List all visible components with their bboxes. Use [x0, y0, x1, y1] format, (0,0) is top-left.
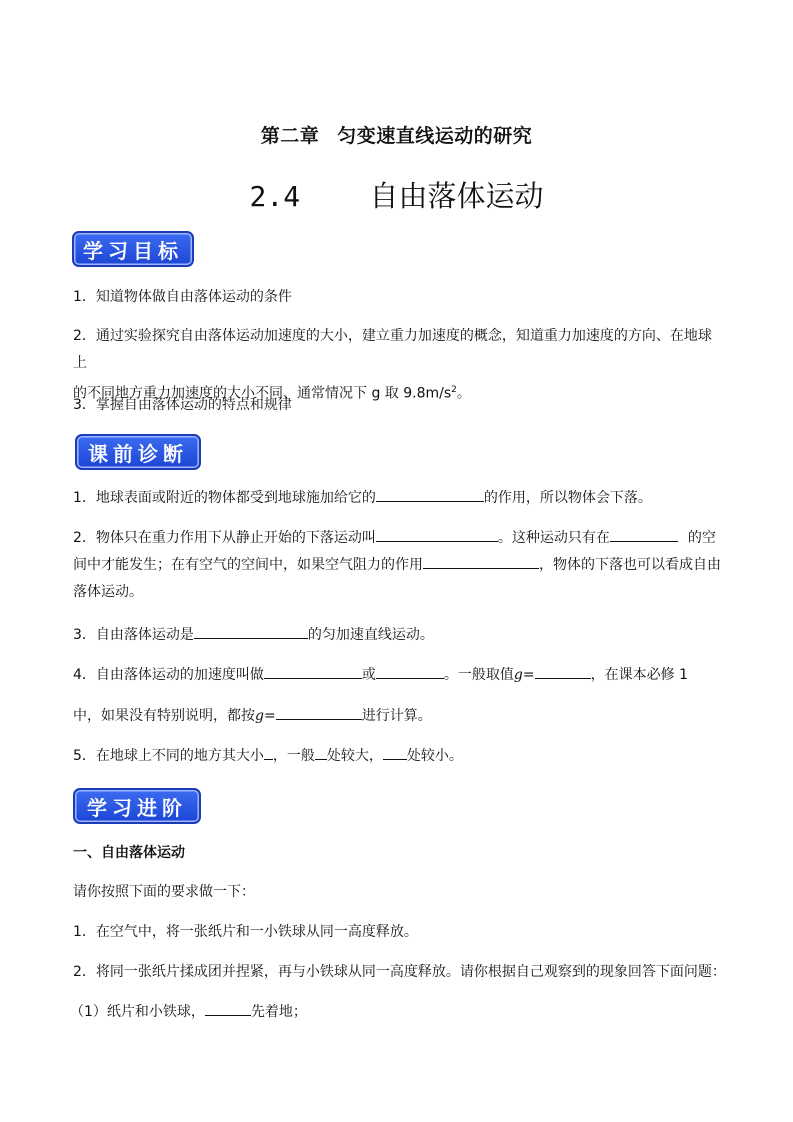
q4-text-c: 。一般取值	[443, 667, 514, 683]
diagnosis-question-4-continued	[73, 703, 723, 730]
chapter-name: 匀变速直线运动的研究	[337, 125, 533, 147]
q2-line-2	[73, 552, 723, 579]
blank-5[interactable]	[194, 623, 308, 639]
section-heading: 一、自由落体运动	[73, 845, 185, 861]
instruction-step-2: 2．将同一张纸片揉成团并捏紧，再与小铁球从同一高度释放。请你根据自己观察到的现象回答下面问题：	[73, 964, 726, 980]
blank-12[interactable]	[383, 744, 407, 760]
symbol-g: g	[255, 708, 264, 724]
goal-item-3: 3．掌握自由落体运动的特点和规律	[73, 397, 292, 413]
q4-text-e: 中，如果没有特别说明，都按	[73, 708, 255, 724]
chapter-number: 第二章	[260, 125, 320, 147]
goal-item-2-text: 的不同地方重力加速度的大小不同、通常情况下 g 取 9.8m/s	[73, 385, 452, 402]
goal-item-1: 1．知道物体做自由落体运动的条件	[73, 289, 292, 305]
blank-9[interactable]	[276, 704, 362, 720]
sub-question-1	[70, 999, 720, 1026]
diagnosis-question-3	[73, 622, 723, 649]
blank-10[interactable]	[264, 744, 273, 760]
blank-7[interactable]	[376, 663, 444, 679]
equals-sign: =	[263, 708, 276, 724]
symbol-g: g	[513, 667, 523, 683]
blank-11[interactable]	[315, 744, 327, 760]
blank-4[interactable]	[423, 553, 539, 569]
q4-text-a: 4．自由落体运动的加速度叫做	[73, 667, 264, 683]
q2-text-e: ，物体的下落也可以看成自由	[539, 557, 721, 573]
diagnosis-question-1	[73, 485, 723, 512]
instruction-intro: 请你按照下面的要求做一下：	[73, 884, 255, 900]
blank-1[interactable]	[376, 486, 484, 502]
section-name: 自由落体运动	[369, 179, 544, 213]
instruction-step-1: 1．在空气中，将一张纸片和一小铁球从同一高度释放。	[73, 924, 418, 940]
q2-line-1	[73, 525, 723, 552]
q3-text-b: 的匀加速直线运动。	[307, 627, 434, 643]
section-number: 2.4	[249, 180, 301, 213]
blank-13[interactable]	[205, 1000, 251, 1016]
learning-goals-badge: 学习目标	[72, 231, 194, 267]
q3-text-a: 3．自由落体运动是	[73, 627, 194, 643]
q2-text-c: 的空	[687, 530, 716, 546]
q5-text-a: 5．在地球上不同的地方其大小	[73, 748, 264, 764]
pre-class-diagnosis-badge: 课前诊断	[75, 434, 201, 470]
q1-text-a: 1．地球表面或附近的物体都受到地球施加给它的	[73, 490, 376, 506]
diagnosis-question-2	[73, 525, 723, 606]
learning-advance-badge: 学习进阶	[73, 788, 201, 824]
chapter-heading	[0, 121, 793, 148]
superscript: 2	[451, 385, 457, 395]
equals-sign: =	[522, 667, 535, 683]
sub-q1-text-b: 先着地；	[250, 1004, 307, 1020]
q4-text-b: 或	[361, 667, 376, 683]
diagnosis-question-5	[73, 743, 723, 770]
goal-item-2-line-1: 2．通过实验探究自由落体运动加速度的大小，建立重力加速度的概念，知道重力加速度的方向、在地球上	[73, 328, 712, 371]
q5-text-d: 处较小。	[406, 748, 463, 764]
blank-6[interactable]	[264, 663, 362, 679]
q2-text-d: 间中才能发生；在有空气的空间中，如果空气阻力的作用	[73, 557, 423, 573]
q2-text-a: 2．物体只在重力作用下从静止开始的下落运动叫	[73, 530, 376, 546]
blank-8[interactable]	[535, 663, 591, 679]
goal-item-2-end: 。	[456, 385, 471, 402]
q1-text-b: 的作用，所以物体会下落。	[483, 490, 652, 506]
blank-2[interactable]	[376, 526, 498, 542]
q5-text-b: ，一般	[272, 748, 315, 764]
blank-3[interactable]	[610, 526, 678, 542]
q4-text-d: ，在课本必修 1	[590, 667, 688, 683]
q2-text-b: 。这种运动只有在	[497, 530, 610, 546]
q4-text-f: 进行计算。	[361, 708, 432, 724]
sub-q1-text-a: （1）纸片和小铁球，	[70, 1004, 205, 1020]
page-title	[0, 174, 793, 215]
q2-line-3: 落体运动。	[73, 584, 143, 600]
q5-text-c: 处较大，	[326, 748, 383, 764]
diagnosis-question-4	[73, 662, 723, 689]
